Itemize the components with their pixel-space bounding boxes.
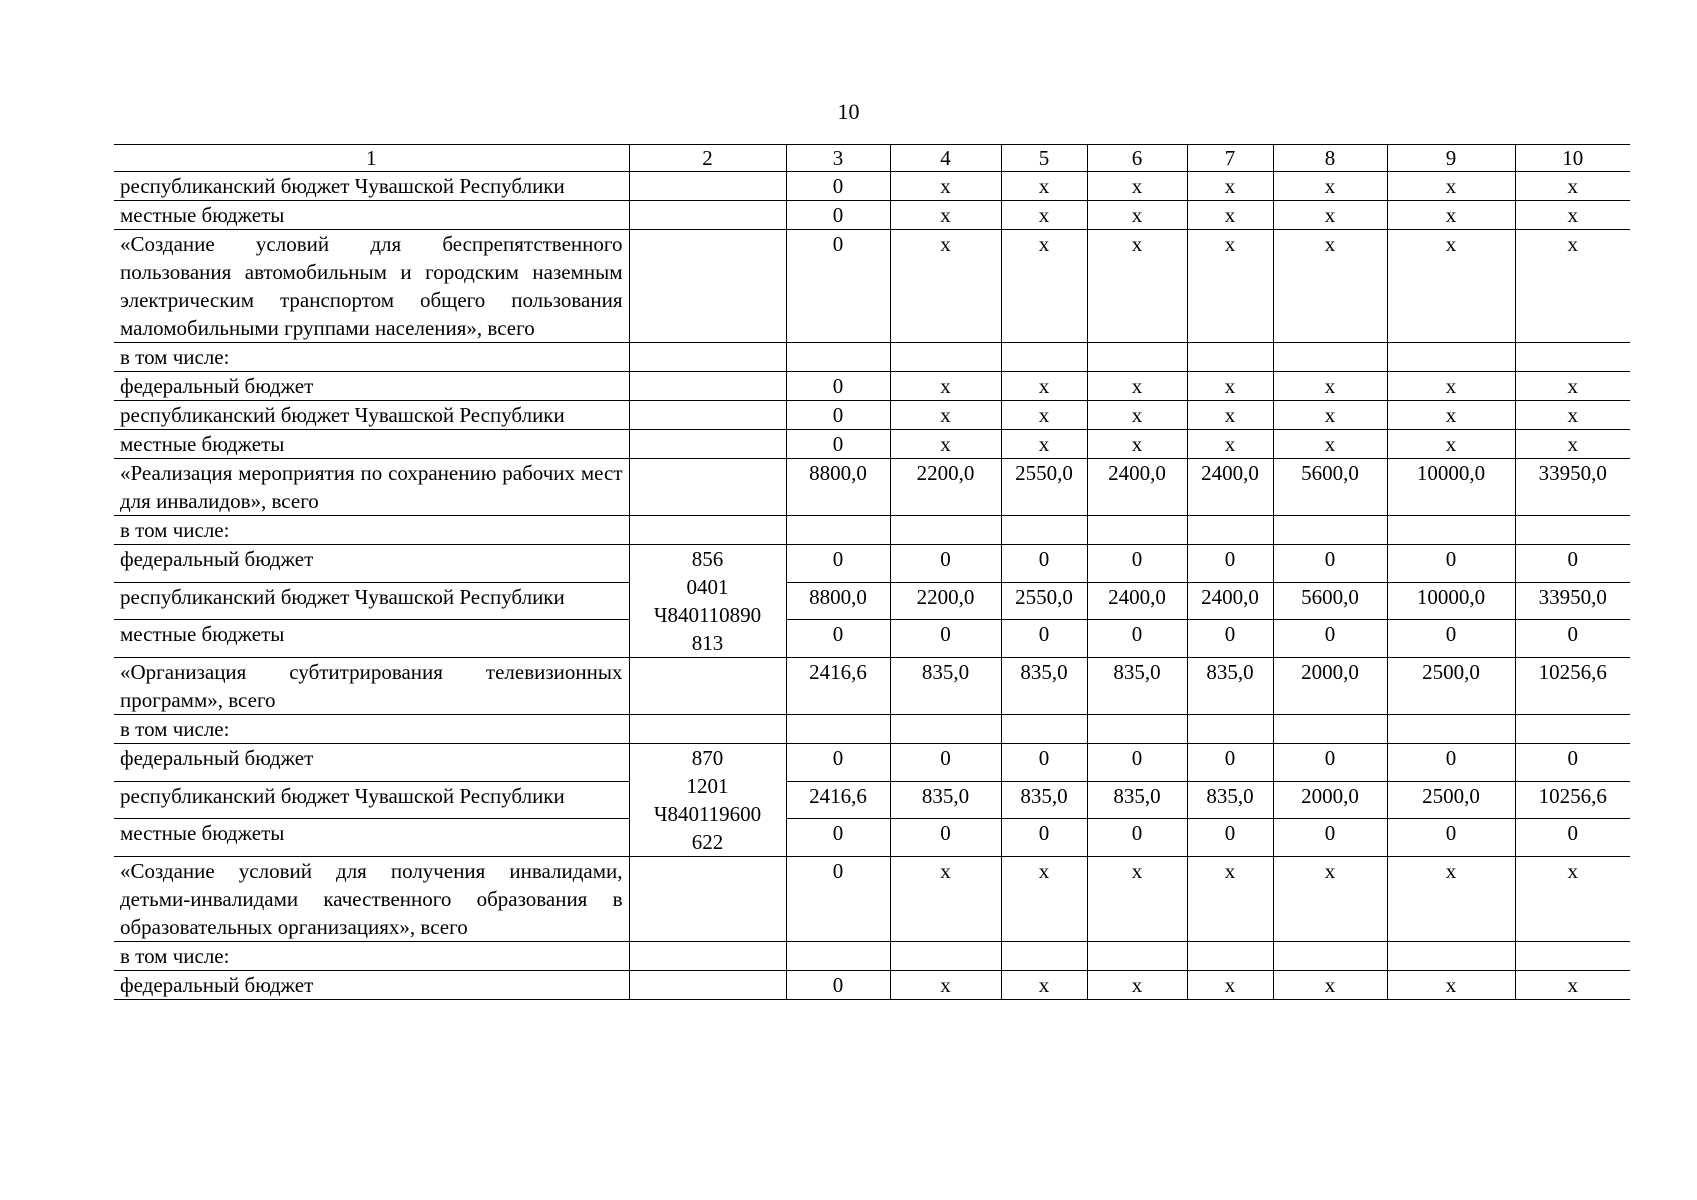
value-cell: 10256,6 <box>1515 781 1630 819</box>
table-row <box>114 459 1630 516</box>
table-row <box>114 516 1630 545</box>
value-cell: 2200,0 <box>890 459 1001 516</box>
table-row <box>114 230 1630 343</box>
value-cell: 835,0 <box>1187 781 1273 819</box>
value-cell <box>1001 516 1087 545</box>
row-label: федеральный бюджет <box>114 971 629 1000</box>
table-row <box>114 372 1630 401</box>
row-label: в том числе: <box>114 343 629 372</box>
value-cell: х <box>1515 430 1630 459</box>
empty-code-cell <box>629 172 786 201</box>
value-cell: 10000,0 <box>1387 459 1515 516</box>
value-cell: 0 <box>1187 620 1273 658</box>
empty-code-cell <box>629 459 786 516</box>
value-cell: 835,0 <box>1187 658 1273 715</box>
value-cell: х <box>1087 430 1187 459</box>
value-cell: 2400,0 <box>1187 459 1273 516</box>
value-cell: х <box>1087 372 1187 401</box>
value-cell: х <box>1387 201 1515 230</box>
value-cell: х <box>1515 857 1630 942</box>
value-cell: 0 <box>786 857 890 942</box>
row-label: федеральный бюджет <box>114 744 629 782</box>
value-cell <box>1273 516 1387 545</box>
value-cell: х <box>1087 971 1187 1000</box>
code-line: 0401 <box>686 575 729 599</box>
value-cell: 8800,0 <box>786 582 890 620</box>
value-cell: 0 <box>1273 744 1387 782</box>
value-cell <box>786 343 890 372</box>
value-cell: х <box>1515 230 1630 343</box>
value-cell: х <box>1515 201 1630 230</box>
value-cell <box>1387 516 1515 545</box>
table-row <box>114 781 1630 819</box>
value-cell: 2416,6 <box>786 658 890 715</box>
table-row <box>114 971 1630 1000</box>
value-cell: 0 <box>1187 545 1273 583</box>
value-cell: х <box>1515 372 1630 401</box>
value-cell <box>1273 715 1387 744</box>
value-cell: 0 <box>1387 620 1515 658</box>
value-cell: 0 <box>1515 744 1630 782</box>
value-cell: х <box>1273 230 1387 343</box>
column-header: 3 <box>786 145 890 172</box>
empty-code-cell <box>629 430 786 459</box>
value-cell: х <box>1087 401 1187 430</box>
value-cell: х <box>890 857 1001 942</box>
value-cell <box>890 942 1001 971</box>
column-header: 9 <box>1387 145 1515 172</box>
column-header: 1 <box>114 145 629 172</box>
value-cell: х <box>1087 201 1187 230</box>
value-cell: 0 <box>1087 545 1187 583</box>
value-cell: 2500,0 <box>1387 781 1515 819</box>
row-label: «Реализация мероприятия по сохранению рабочих мест для инвалидов», всего <box>114 459 629 516</box>
value-cell: 2200,0 <box>890 582 1001 620</box>
value-cell: х <box>1273 201 1387 230</box>
value-cell: 2550,0 <box>1001 582 1087 620</box>
value-cell: х <box>1387 971 1515 1000</box>
table-row <box>114 942 1630 971</box>
value-cell: 0 <box>786 172 890 201</box>
value-cell: х <box>1187 230 1273 343</box>
row-label: «Организация субтитрирования телевизионных программ», всего <box>114 658 629 715</box>
value-cell: х <box>1515 172 1630 201</box>
value-cell: х <box>1187 971 1273 1000</box>
value-cell: 835,0 <box>890 781 1001 819</box>
value-cell: х <box>1187 857 1273 942</box>
value-cell: 0 <box>890 620 1001 658</box>
table-row <box>114 744 1630 782</box>
value-cell <box>1087 516 1187 545</box>
code-line: 870 <box>691 746 724 770</box>
value-cell: 0 <box>1387 744 1515 782</box>
table-row <box>114 658 1630 715</box>
value-cell: х <box>890 430 1001 459</box>
value-cell: 0 <box>786 971 890 1000</box>
column-header: 7 <box>1187 145 1273 172</box>
empty-code-cell <box>629 715 786 744</box>
value-cell <box>1387 942 1515 971</box>
value-cell: х <box>1387 372 1515 401</box>
value-cell: 0 <box>890 545 1001 583</box>
value-cell: 0 <box>1273 620 1387 658</box>
value-cell <box>1087 343 1187 372</box>
value-cell: 0 <box>1515 620 1630 658</box>
value-cell: 2400,0 <box>1087 459 1187 516</box>
table-row <box>114 343 1630 372</box>
value-cell: 0 <box>1001 819 1087 857</box>
code-line: Ч840110890 <box>653 603 762 627</box>
row-label: республиканский бюджет Чувашской Республики <box>114 582 629 620</box>
empty-code-cell <box>629 401 786 430</box>
value-cell: х <box>1087 230 1187 343</box>
value-cell: х <box>1387 401 1515 430</box>
value-cell: х <box>1087 857 1187 942</box>
value-cell: 2000,0 <box>1273 658 1387 715</box>
code-line: 622 <box>691 830 724 854</box>
value-cell <box>1001 942 1087 971</box>
table-row <box>114 582 1630 620</box>
budget-table <box>114 144 1630 1000</box>
value-cell: х <box>1001 971 1087 1000</box>
value-cell: 0 <box>786 620 890 658</box>
empty-code-cell <box>629 372 786 401</box>
code-line: 813 <box>691 631 724 655</box>
value-cell: 0 <box>1001 620 1087 658</box>
column-header: 2 <box>629 145 786 172</box>
value-cell: 835,0 <box>1087 658 1187 715</box>
row-label: в том числе: <box>114 715 629 744</box>
column-header: 5 <box>1001 145 1087 172</box>
table-row <box>114 430 1630 459</box>
table-row <box>114 201 1630 230</box>
table-row <box>114 545 1630 583</box>
budget-classification-code <box>629 545 786 658</box>
table-body <box>114 172 1630 1000</box>
empty-code-cell <box>629 971 786 1000</box>
row-label: местные бюджеты <box>114 819 629 857</box>
value-cell: 2416,6 <box>786 781 890 819</box>
value-cell: х <box>1001 401 1087 430</box>
value-cell <box>786 516 890 545</box>
value-cell: 5600,0 <box>1273 459 1387 516</box>
row-label: республиканский бюджет Чувашской Республики <box>114 781 629 819</box>
code-line: 1201 <box>686 774 729 798</box>
value-cell <box>1273 343 1387 372</box>
value-cell: х <box>1273 430 1387 459</box>
row-label: республиканский бюджет Чувашской Республики <box>114 401 629 430</box>
value-cell <box>1515 942 1630 971</box>
value-cell <box>890 715 1001 744</box>
value-cell: х <box>1273 401 1387 430</box>
value-cell: х <box>890 230 1001 343</box>
value-cell: 0 <box>786 744 890 782</box>
value-cell: 0 <box>890 819 1001 857</box>
value-cell: 2500,0 <box>1387 658 1515 715</box>
column-number-row <box>114 145 1630 172</box>
empty-code-cell <box>629 857 786 942</box>
value-cell: 10000,0 <box>1387 582 1515 620</box>
value-cell: 0 <box>1515 819 1630 857</box>
row-label: федеральный бюджет <box>114 372 629 401</box>
value-cell: х <box>1387 230 1515 343</box>
value-cell: 2400,0 <box>1087 582 1187 620</box>
row-label: «Создание условий для беспрепятственного пользования автомобильным и городским наземным электрическим транспортом общего пользования маломобильными группами населения», всего <box>114 230 629 343</box>
row-label: местные бюджеты <box>114 430 629 459</box>
value-cell <box>1187 516 1273 545</box>
empty-code-cell <box>629 343 786 372</box>
value-cell: 0 <box>890 744 1001 782</box>
value-cell: х <box>1001 372 1087 401</box>
empty-code-cell <box>629 658 786 715</box>
row-label: местные бюджеты <box>114 620 629 658</box>
column-header: 6 <box>1087 145 1187 172</box>
value-cell: х <box>1387 857 1515 942</box>
value-cell: 33950,0 <box>1515 582 1630 620</box>
value-cell: х <box>890 401 1001 430</box>
column-header: 4 <box>890 145 1001 172</box>
value-cell: х <box>1515 401 1630 430</box>
value-cell: 0 <box>1087 744 1187 782</box>
value-cell: 10256,6 <box>1515 658 1630 715</box>
value-cell: 0 <box>1087 819 1187 857</box>
value-cell: х <box>1273 172 1387 201</box>
value-cell <box>786 715 890 744</box>
value-cell: х <box>1273 857 1387 942</box>
row-label: «Создание условий для получения инвалидами, детьми-инвалидами качественного образования в образовательных организациях», всего <box>114 857 629 942</box>
value-cell: х <box>1001 201 1087 230</box>
value-cell <box>1001 715 1087 744</box>
value-cell <box>1187 715 1273 744</box>
value-cell: 835,0 <box>1001 658 1087 715</box>
value-cell <box>890 516 1001 545</box>
value-cell: 0 <box>1387 545 1515 583</box>
value-cell: 2000,0 <box>1273 781 1387 819</box>
value-cell: 0 <box>1273 819 1387 857</box>
value-cell: 0 <box>786 545 890 583</box>
value-cell: 2400,0 <box>1187 582 1273 620</box>
value-cell: х <box>1273 971 1387 1000</box>
row-label: федеральный бюджет <box>114 545 629 583</box>
value-cell: 0 <box>1515 545 1630 583</box>
code-line: 856 <box>691 547 724 571</box>
row-label: республиканский бюджет Чувашской Республики <box>114 172 629 201</box>
value-cell: 0 <box>786 230 890 343</box>
value-cell: х <box>1273 372 1387 401</box>
value-cell: 835,0 <box>890 658 1001 715</box>
value-cell: 0 <box>786 819 890 857</box>
value-cell: 835,0 <box>1001 781 1087 819</box>
value-cell: 0 <box>1001 744 1087 782</box>
empty-code-cell <box>629 942 786 971</box>
value-cell: 0 <box>1001 545 1087 583</box>
value-cell: 8800,0 <box>786 459 890 516</box>
value-cell: 33950,0 <box>1515 459 1630 516</box>
value-cell: х <box>1515 971 1630 1000</box>
value-cell <box>1187 942 1273 971</box>
value-cell: х <box>1387 172 1515 201</box>
value-cell: 0 <box>1087 620 1187 658</box>
value-cell: 2550,0 <box>1001 459 1087 516</box>
value-cell: 0 <box>786 401 890 430</box>
value-cell <box>1001 343 1087 372</box>
row-label: в том числе: <box>114 516 629 545</box>
table-row <box>114 819 1630 857</box>
value-cell <box>1273 942 1387 971</box>
value-cell: 0 <box>786 430 890 459</box>
value-cell: х <box>890 172 1001 201</box>
value-cell: х <box>890 372 1001 401</box>
value-cell: 0 <box>786 201 890 230</box>
value-cell: х <box>890 971 1001 1000</box>
value-cell: 0 <box>1387 819 1515 857</box>
value-cell: х <box>1001 230 1087 343</box>
value-cell: х <box>890 201 1001 230</box>
value-cell <box>1187 343 1273 372</box>
table-row <box>114 715 1630 744</box>
value-cell: х <box>1187 201 1273 230</box>
value-cell: х <box>1187 372 1273 401</box>
table-row <box>114 172 1630 201</box>
value-cell <box>1087 715 1187 744</box>
empty-code-cell <box>629 201 786 230</box>
row-label: местные бюджеты <box>114 201 629 230</box>
value-cell <box>1515 516 1630 545</box>
value-cell: х <box>1001 172 1087 201</box>
column-header: 8 <box>1273 145 1387 172</box>
value-cell: х <box>1187 172 1273 201</box>
value-cell <box>786 942 890 971</box>
value-cell: 0 <box>1187 744 1273 782</box>
value-cell: х <box>1087 172 1187 201</box>
table-row <box>114 857 1630 942</box>
table-row <box>114 620 1630 658</box>
value-cell: 0 <box>1187 819 1273 857</box>
value-cell: х <box>1387 430 1515 459</box>
empty-code-cell <box>629 230 786 343</box>
value-cell: 5600,0 <box>1273 582 1387 620</box>
value-cell: х <box>1187 430 1273 459</box>
column-header: 10 <box>1515 145 1630 172</box>
value-cell <box>1087 942 1187 971</box>
value-cell: 0 <box>786 372 890 401</box>
empty-code-cell <box>629 516 786 545</box>
value-cell: х <box>1001 430 1087 459</box>
budget-classification-code <box>629 744 786 857</box>
value-cell <box>1515 715 1630 744</box>
value-cell <box>1515 343 1630 372</box>
code-line: Ч840119600 <box>653 802 762 826</box>
value-cell <box>1387 343 1515 372</box>
value-cell <box>890 343 1001 372</box>
table-row <box>114 401 1630 430</box>
page-number: 10 <box>837 99 860 124</box>
value-cell: 0 <box>1273 545 1387 583</box>
value-cell: х <box>1001 857 1087 942</box>
value-cell: 835,0 <box>1087 781 1187 819</box>
value-cell: х <box>1187 401 1273 430</box>
value-cell <box>1387 715 1515 744</box>
row-label: в том числе: <box>114 942 629 971</box>
